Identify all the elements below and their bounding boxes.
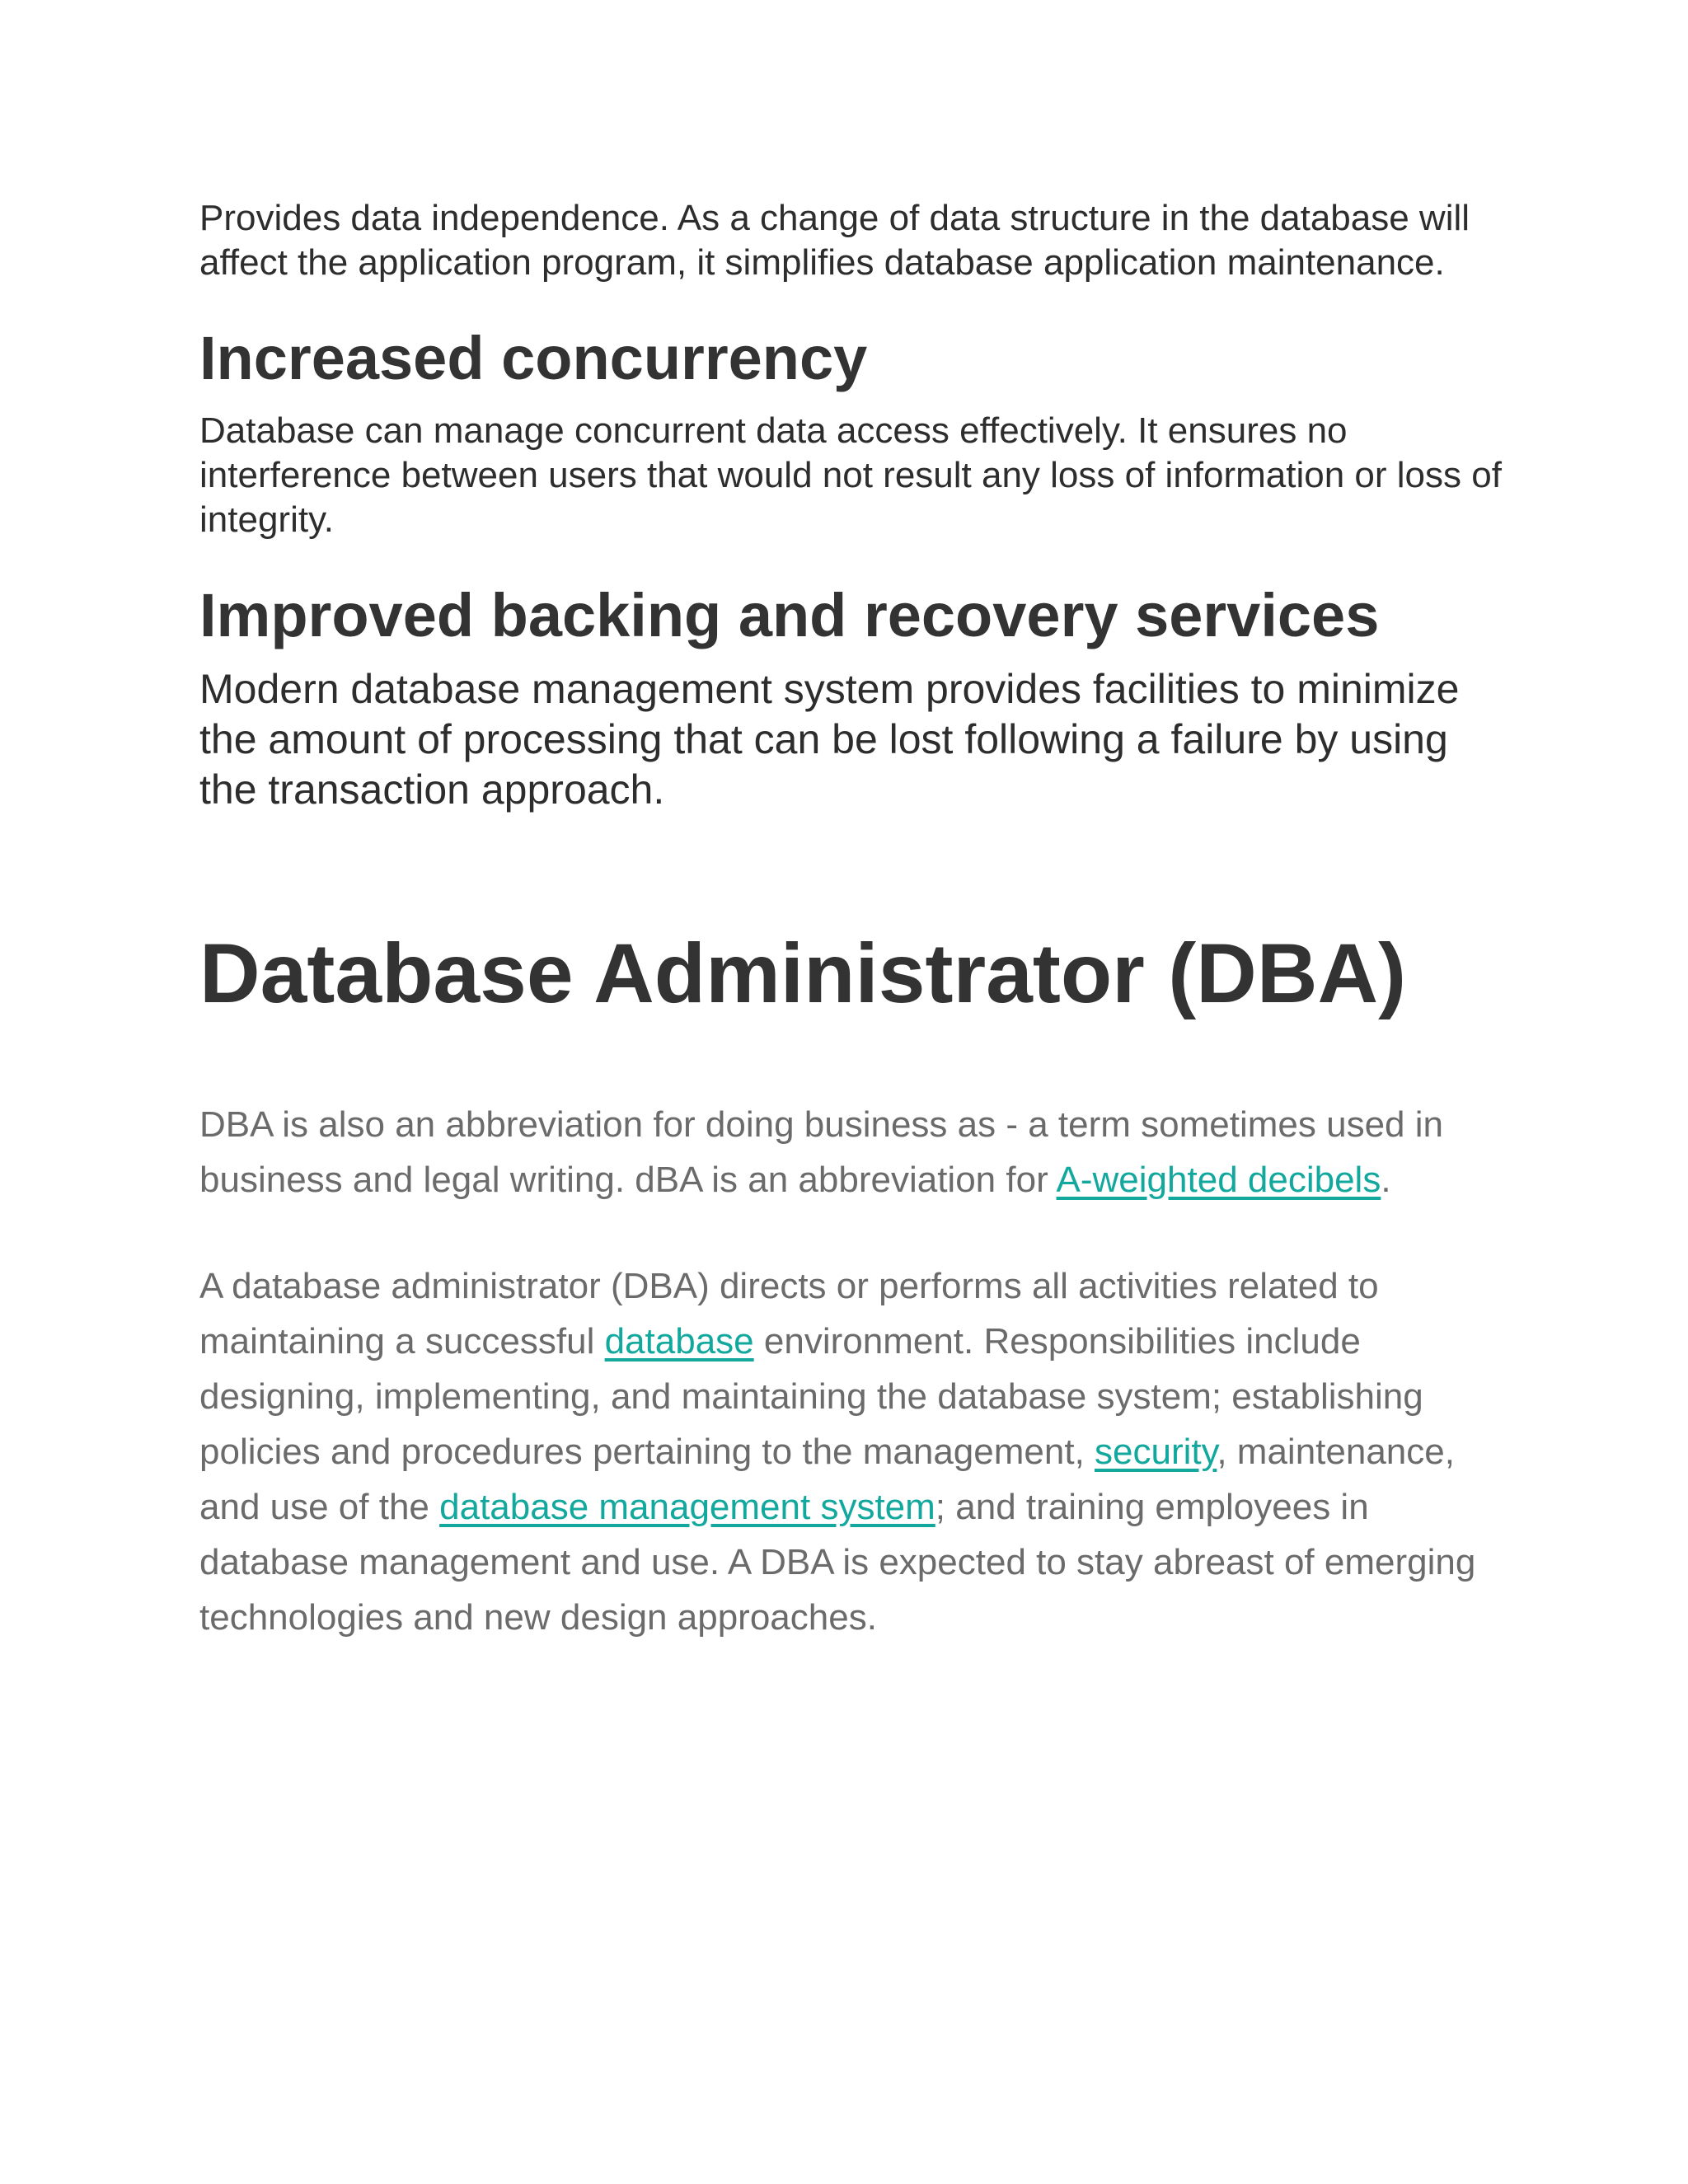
intro-paragraph: Provides data independence. As a change of data structure in the database will affect the application program, it simplifies database application maintenance. <box>199 198 1470 283</box>
dba-responsibilities-text-3: , maintenance, and use of the <box>199 1432 1455 1527</box>
link-security[interactable]: security <box>1095 1432 1217 1472</box>
heading-database-administrator: Database Administrator (DBA) <box>199 926 1407 1020</box>
paragraph-dba-responsibilities <box>199 1258 1502 1645</box>
dba-responsibilities-text-1: A database administrator (DBA) directs or performs all activities related to maintaining a successful <box>199 1266 1379 1361</box>
heading-increased-concurrency: Increased concurrency <box>199 324 868 392</box>
dba-responsibilities-text-4: ; and training employees in database management and use. A DBA is expected to stay abreast of emerging technologies and new design approaches. <box>199 1487 1476 1638</box>
dba-abbreviation-text: DBA is also an abbreviation for doing business as - a term sometimes used in business and legal writing. dBA is an abbreviation for <box>199 1104 1443 1200</box>
paragraph-dba-abbreviation <box>199 1097 1502 1207</box>
dba-responsibilities-text-2: environment. Responsibilities include designing, implementing, and maintaining the database system; establishing policies and procedures pertaining to the management, <box>199 1321 1423 1472</box>
dba-abbreviation-period: . <box>1381 1160 1391 1200</box>
link-database-management-system[interactable]: database management system <box>439 1487 935 1527</box>
link-a-weighted-decibels[interactable]: A-weighted decibels <box>1056 1160 1381 1200</box>
heading-improved-backing-recovery: Improved backing and recovery services <box>199 581 1380 649</box>
link-database[interactable]: database <box>604 1321 754 1361</box>
paragraph-increased-concurrency: Database can manage concurrent data access effectively. It ensures no interference between users that would not result any loss of information or loss of integrity. <box>199 410 1502 540</box>
paragraph-improved-backing-recovery: Modern database management system provides facilities to minimize the amount of processing that can be lost following a failure by using the transaction approach. <box>199 666 1460 813</box>
document-page <box>199 196 1502 1645</box>
